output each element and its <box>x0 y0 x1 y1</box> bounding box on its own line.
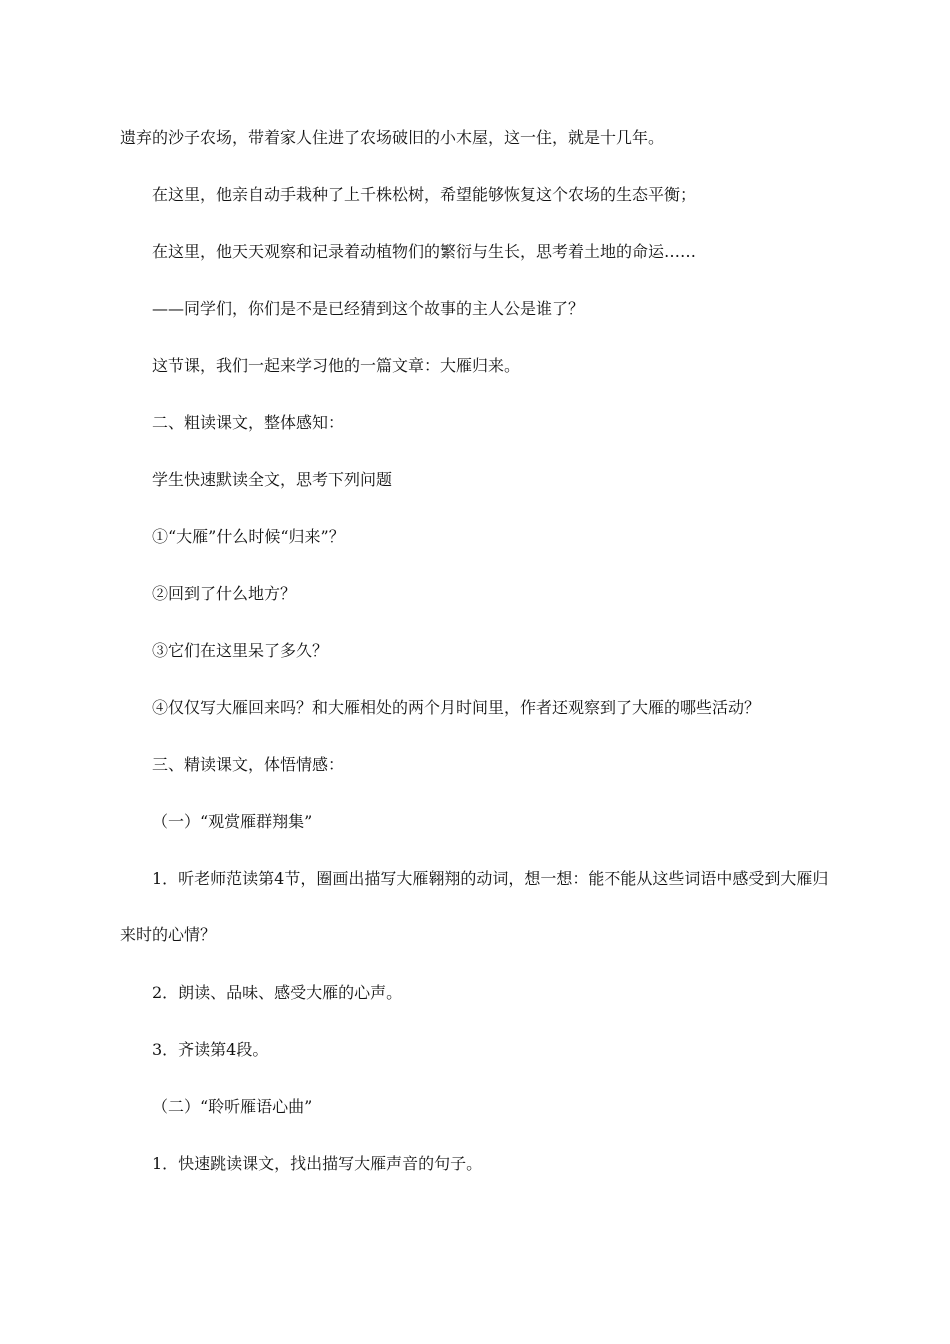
paragraph-lesson-intro: 这节课，我们一起来学习他的一篇文章：大雁归来。 <box>152 356 521 375</box>
question-1: ①“大雁”什么时候“归来”？ <box>152 527 345 546</box>
paragraph-continuation: 遗弃的沙子农场，带着家人住进了农场破旧的小木屋，这一住，就是十几年。 <box>120 128 665 147</box>
paragraph-step-2: 2．朗读、品味、感受大雁的心声。 <box>152 983 403 1002</box>
question-2: ②回到了什么地方？ <box>152 584 297 603</box>
paragraph-step-3: 3．齐读第4段。 <box>152 1040 269 1059</box>
question-3: ③它们在这里呆了多久？ <box>152 641 329 660</box>
section-heading-2: 二、粗读课文，整体感知： <box>152 413 345 432</box>
paragraph-task: 学生快速默读全文，思考下列问题 <box>152 470 393 489</box>
subsection-heading-2: （二）“聆听雁语心曲” <box>152 1097 313 1116</box>
paragraph-question-protagonist: ——同学们，你们是不是已经猜到这个故事的主人公是谁了？ <box>152 299 585 318</box>
subsection-heading-1: （一）“观赏雁群翔集” <box>152 812 313 831</box>
paragraph-planting-pines: 在这里，他亲自动手栽种了上千株松树，希望能够恢复这个农场的生态平衡； <box>152 185 697 204</box>
paragraph-step-1b: 1．快速跳读课文，找出描写大雁声音的句子。 <box>152 1154 483 1173</box>
paragraph-step-1: 1．听老师范读第4节，圈画出描写大雁翱翔的动词，想一想：能不能从这些词语中感受到大雁归来时的心情？ <box>120 869 829 944</box>
question-4: ④仅仅写大雁回来吗？和大雁相处的两个月时间里，作者还观察到了大雁的哪些活动？ <box>152 698 761 717</box>
paragraph-observing-life: 在这里，他天天观察和记录着动植物们的繁衍与生长，思考着土地的命运…… <box>152 242 697 261</box>
section-heading-3: 三、精读课文，体悟情感： <box>152 755 345 774</box>
